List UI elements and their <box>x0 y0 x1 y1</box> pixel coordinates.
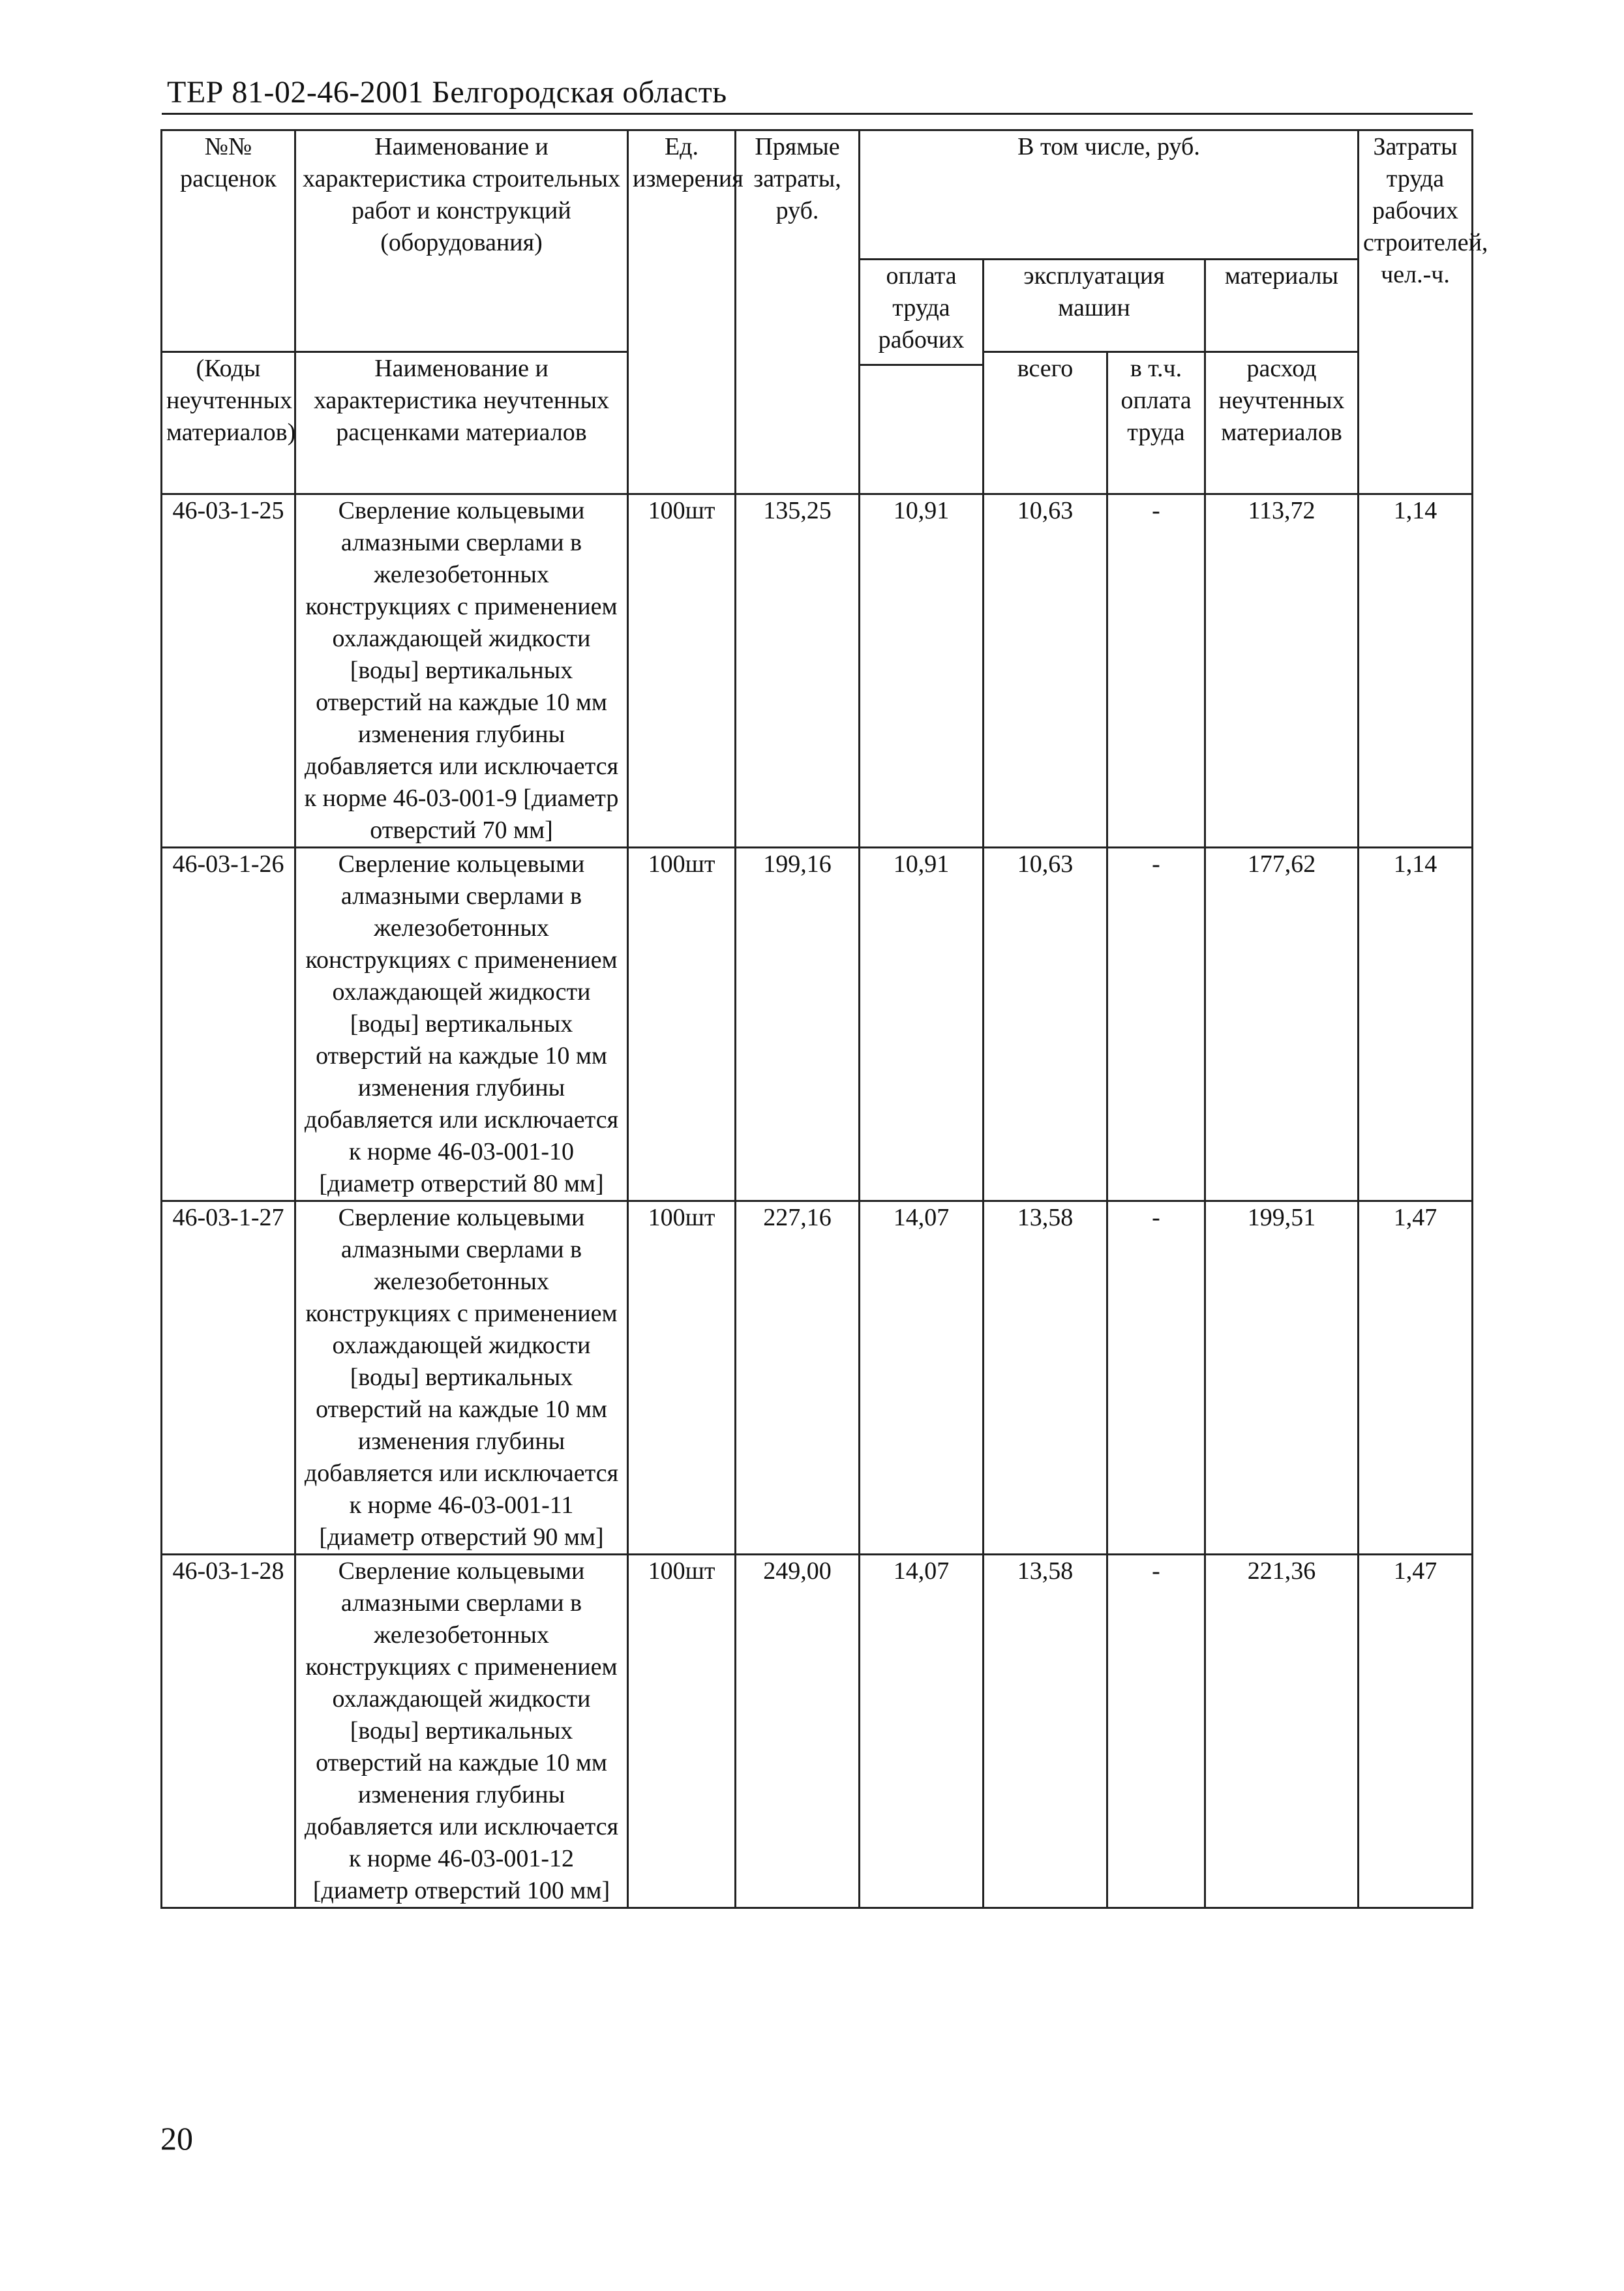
materials-cell: 113,72 <box>1205 494 1359 847</box>
materials-cell: 199,51 <box>1205 1201 1359 1554</box>
machines-cell: 13,58 <box>984 1554 1107 1908</box>
direct-costs-cell: 135,25 <box>736 494 860 847</box>
header-name: Наименование и характеристика строительных работ и конструкций (оборудования) <box>295 130 628 260</box>
work-description: Сверление кольцевыми алмазными сверлами в железобетонных конструкциях с применением охлаждающей жидкости [воды] вертикальных отверстий на каждые 10 мм изменения глубины добавляется или исключается к норме 46-03-001-9 [диаметр отверстий 70 мм] <box>295 494 628 847</box>
header-name-spacer <box>295 259 628 352</box>
labor-cell: 1,14 <box>1359 847 1473 1201</box>
direct-costs-cell: 249,00 <box>736 1554 860 1908</box>
rate-code: 46-03-1-27 <box>162 1201 295 1554</box>
materials-cell: 221,36 <box>1205 1554 1359 1908</box>
header-machine-wages: в т.ч. оплата труда <box>1107 352 1205 494</box>
labor-cell: 1,14 <box>1359 494 1473 847</box>
rate-code: 46-03-1-25 <box>162 494 295 847</box>
labor-cell: 1,47 <box>1359 1201 1473 1554</box>
direct-costs-cell: 199,16 <box>736 847 860 1201</box>
header-machines: эксплуатация машин <box>984 259 1205 352</box>
machine-wages-cell: - <box>1107 1554 1205 1908</box>
page-header <box>162 68 1473 115</box>
document-title: ТЕР 81-02-46-2001 Белгородская область <box>167 75 727 110</box>
machine-wages-cell: - <box>1107 847 1205 1201</box>
unit-cell: 100шт <box>628 1201 736 1554</box>
header-materials: материалы <box>1205 259 1359 352</box>
work-description: Сверление кольцевыми алмазными сверлами в железобетонных конструкциях с применением охлаждающей жидкости [воды] вертикальных отверстий на каждые 10 мм изменения глубины добавляется или исключается к норме 46-03-001-12 [диаметр отверстий 100 мм] <box>295 1554 628 1908</box>
header-number: №№ расценок <box>162 130 295 260</box>
header-direct-costs: Прямые затраты, руб. <box>736 130 860 494</box>
header-wages: оплата труда рабочих <box>860 259 984 365</box>
table-row <box>162 847 1473 1201</box>
header-name-unaccounted: Наименование и характеристика неучтенных расценками материалов <box>295 352 628 494</box>
machines-cell: 13,58 <box>984 1201 1107 1554</box>
labor-cell: 1,47 <box>1359 1554 1473 1908</box>
header-labor-costs: Затраты труда рабочих строителей, чел.-ч. <box>1359 130 1473 494</box>
header-codes: (Коды неучтенных материалов) <box>162 352 295 494</box>
machines-cell: 10,63 <box>984 494 1107 847</box>
unit-cell: 100шт <box>628 494 736 847</box>
header-including: В том числе, руб. <box>860 130 1359 260</box>
machine-wages-cell: - <box>1107 494 1205 847</box>
rate-code: 46-03-1-28 <box>162 1554 295 1908</box>
wages-cell: 14,07 <box>860 1201 984 1554</box>
header-number-spacer <box>162 259 295 352</box>
page-number: 20 <box>160 2120 193 2157</box>
unit-cell: 100шт <box>628 847 736 1201</box>
header-unit: Ед. измерения <box>628 130 736 494</box>
price-table <box>160 129 1488 1909</box>
table-row <box>162 1201 1473 1554</box>
header-machines-total: всего <box>984 352 1107 494</box>
work-description: Сверление кольцевыми алмазными сверлами в железобетонных конструкциях с применением охлаждающей жидкости [воды] вертикальных отверстий на каждые 10 мм изменения глубины добавляется или исключается к норме 46-03-001-10 [диаметр отверстий 80 мм] <box>295 847 628 1201</box>
machines-cell: 10,63 <box>984 847 1107 1201</box>
machine-wages-cell: - <box>1107 1201 1205 1554</box>
header-materials-unaccounted: расход неучтенных материалов <box>1205 352 1359 494</box>
rate-code: 46-03-1-26 <box>162 847 295 1201</box>
table-row <box>162 1554 1473 1908</box>
wages-cell: 14,07 <box>860 1554 984 1908</box>
unit-cell: 100шт <box>628 1554 736 1908</box>
materials-cell: 177,62 <box>1205 847 1359 1201</box>
table-row <box>162 494 1473 847</box>
work-description: Сверление кольцевыми алмазными сверлами в железобетонных конструкциях с применением охлаждающей жидкости [воды] вертикальных отверстий на каждые 10 мм изменения глубины добавляется или исключается к норме 46-03-001-11 [диаметр отверстий 90 мм] <box>295 1201 628 1554</box>
wages-cell: 10,91 <box>860 847 984 1201</box>
wages-cell: 10,91 <box>860 494 984 847</box>
direct-costs-cell: 227,16 <box>736 1201 860 1554</box>
